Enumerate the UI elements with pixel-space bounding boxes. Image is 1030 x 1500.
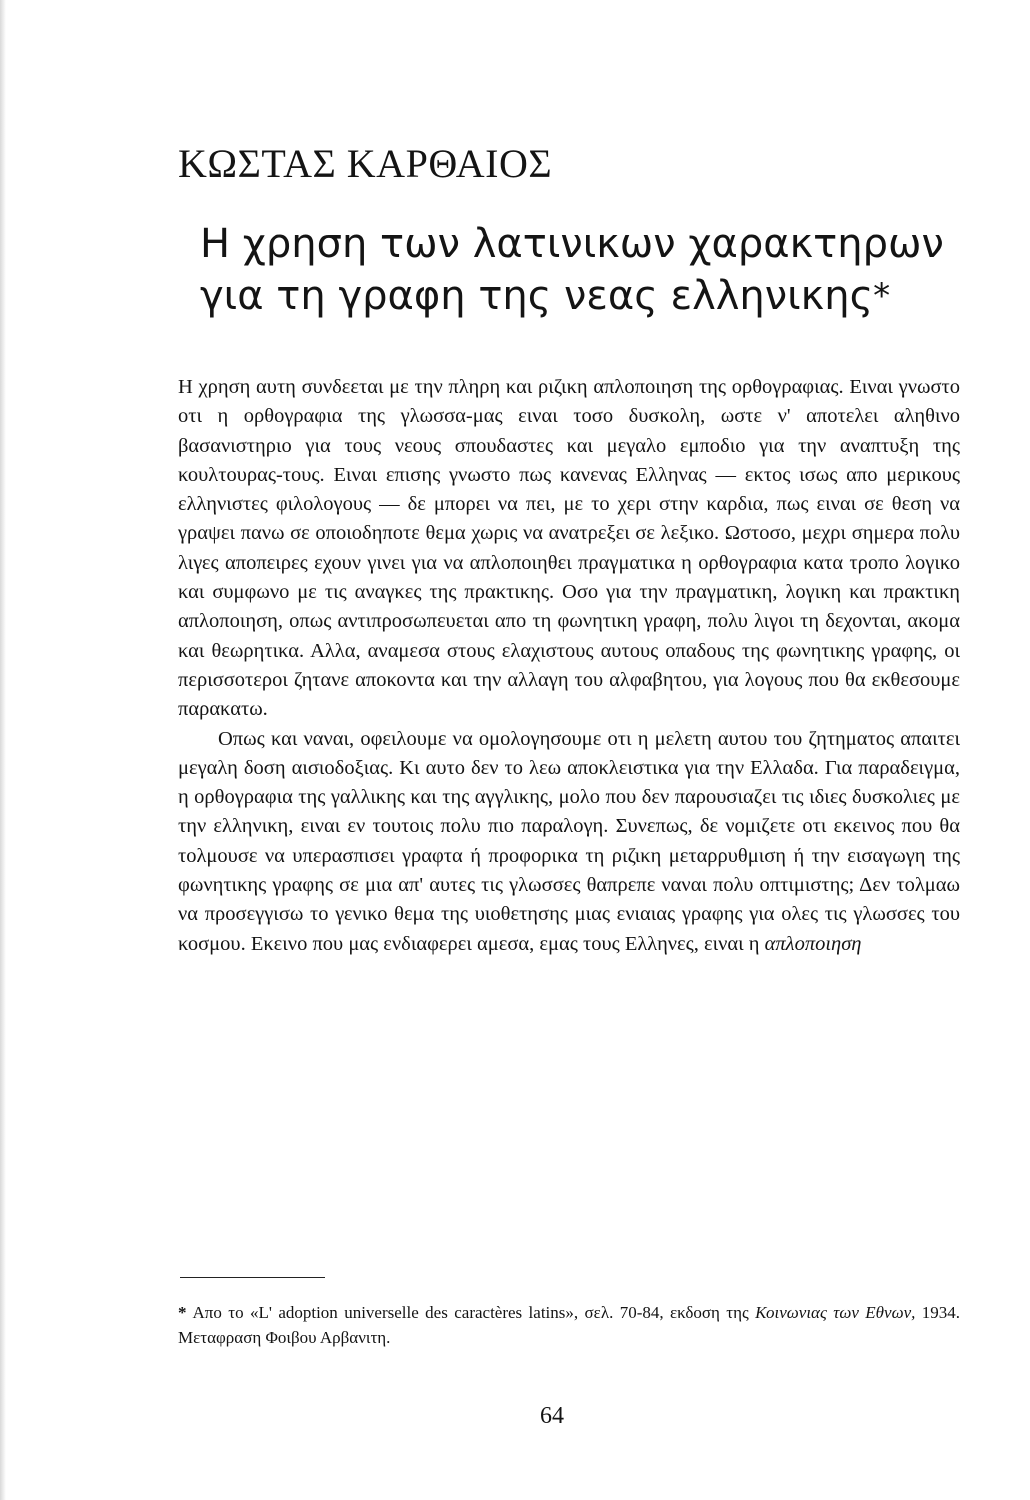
title-footnote-marker: * [873, 276, 891, 316]
page-number: 64 [540, 1403, 564, 1429]
paragraph-2-emphasis: απλοποιηση [764, 932, 862, 955]
paragraph-2-text: Οπως και ναναι, οφειλουμε να ομολογησουμε οτι η μελετη αυτου του ζητηματος απαιτει μεγαλη δοση αισιοδοξιας. Κι αυτο δεν το λεω αποκλειστικα για την Ελλαδα. Για παραδειγμα, η ορθογραφια της γαλλικης και της αγγλικης, μολο που δεν παρουσιαζει τις ιδιες δυσκολιες με την ελληνικη, ειναι εν τουτοις πολυ πιο παραλογη. Συνεπως, δε νομιζετε οτι εκεινος που θα τολμουσε να υπερασπισει γραφτα ή προφορικα τη ριζικη μεταρρυθμιση ή την εισαγωγη της φωνητικης γραφης σε μια απ' αυτες τις γλωσσες θαπρεπε ναναι πολυ οπτιμιστης; Δεν τολμαω να προσεγγισω το γενικο θεμα της υιοθετησης μιας ενιαιας γραφης για ολες τις γλωσσες του κοσμου. Εκεινο που μας ενδιαφερει αμεσα, εμας τους Ελληνες, ειναι η [178, 727, 960, 955]
paragraph-1: Η χρηση αυτη συνδεεται με την πληρη και ριζικη απλοποιηση της ορθογραφιας. Ειναι γνωστο οτι η ορθογραφια της γλωσσα-μας ειναι τοσο δυσκολη, ωστε ν' αποτελει αληθινο βασανιστηριο για τους νεους σπουδαστες και μεγαλο εμποδιο για την αναπτυξη της κουλτουρας-τους. Ειναι επισης γνωστο πως κανενας Ελληνας — εκτος ισως απο μερικους ελληνιστες φιλολογους — δε μπορει να πει, με το χερι στην καρδια, πως ειναι σε θεση να γραψει πανω σε οποιοδηποτε θεμα χωρις να ανατρεξει σε λεξικο. Ωστοσο, μεχρι σημερα πολυ λιγες αποπειρες εχουν γινει για να απλοποιηθει πραγματικα η ορθογραφια κατα τροπο λογικο και συμφωνο με τις αναγκες της πρακτικης. Οσο για την πραγματικη, λογικη και πρακτικη απλοποιηση, οπως αντιπροσωπευεται απο τη φωνητικη γραφη, πολυ λιγοι τη δεχονται, ακομα και θεωρητικα. Αλλα, αναμεσα στους ελαχιστους αυτους οπαδους της φωνητικης γραφης, οι περισσοτεροι ζητανε αποκοντα και την αλλαγη του αλφαβητου, για λογους που θα εκθεσουμε παρακατω. [178, 376, 960, 721]
footnote-marker: * [178, 1303, 187, 1322]
footnote-italic-source: Κοινωνιας των Εθνων, [755, 1303, 916, 1322]
footnote [178, 1300, 960, 1350]
footnote-text-after: 1934. Μεταφραση Φοιβου Αρβανιτη. [178, 1303, 961, 1347]
paragraph-2 [178, 725, 960, 959]
title-line-1: Η χρηση των λατινικων χαρακτηρων [200, 221, 944, 267]
title-line-2: για τη γραφη της νεας ελληνικης [200, 273, 874, 319]
article-body [178, 373, 960, 959]
page-edge-shadow [0, 0, 6, 1500]
article-title [200, 218, 960, 322]
author-name: ΚΩΣΤΑΣ ΚΑΡΘΑΙΟΣ [178, 141, 553, 186]
footnote-separator [180, 1277, 325, 1278]
footnote-text-before: Απο το «L' adoption universelle des caractères latins», σελ. 70-84, εκδοση της [192, 1303, 749, 1322]
